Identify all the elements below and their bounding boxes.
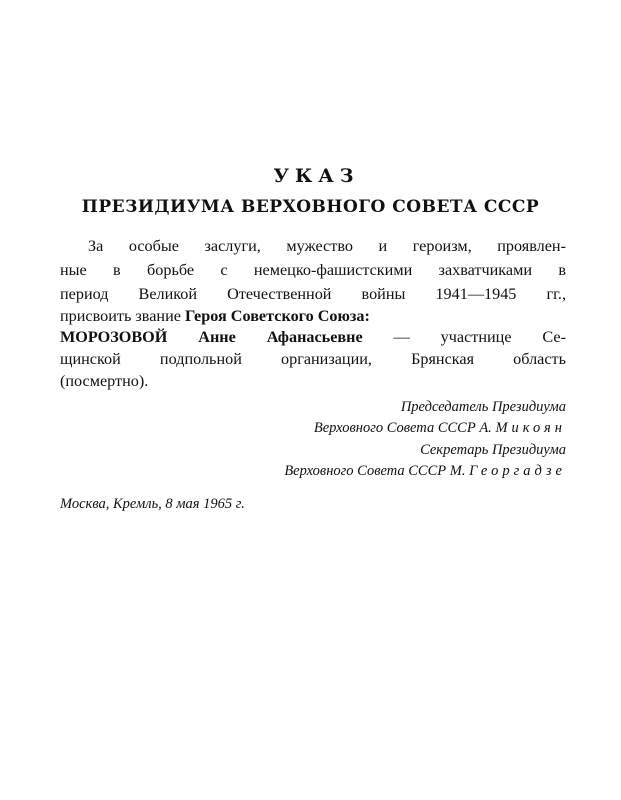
chairman-name: Микоян bbox=[495, 420, 566, 436]
chairman-org: Верховного Совета СССР А. bbox=[313, 420, 496, 436]
body-line-3: период Великой Отечественной войны 1941—1945 гг., bbox=[60, 285, 566, 303]
recipient-role: — участнице Се- bbox=[362, 328, 566, 346]
secretary-org: Верховного Совета СССР М. bbox=[284, 463, 470, 479]
secretary-name: Георгадзе bbox=[469, 463, 566, 479]
body-line-2: ные в борьбе с немецко-фашистскими захватчиками в bbox=[60, 261, 566, 279]
body-line-6: щинской подпольной организации, Брянская область bbox=[60, 350, 566, 368]
award-title: Героя Советского Союза: bbox=[184, 307, 370, 325]
body-line-1: За особые заслуги, мужество и героизм, проявлен- bbox=[88, 237, 566, 255]
body-line-4 bbox=[60, 306, 566, 326]
secretary-signature bbox=[284, 461, 566, 481]
award-prefix: присвоить звание bbox=[60, 307, 185, 325]
body-line-5 bbox=[60, 327, 566, 347]
decree-subtitle: ПРЕЗИДИУМА ВЕРХОВНОГО СОВЕТА СССР bbox=[81, 197, 540, 217]
decree-title: УКАЗ bbox=[273, 165, 360, 187]
place-and-date: Москва, Кремль, 8 мая 1965 г. bbox=[60, 496, 245, 512]
chairman-title: Председатель Президиума bbox=[400, 399, 566, 415]
secretary-title: Секретарь Президиума bbox=[420, 442, 566, 458]
body-line-7: (посмертно). bbox=[60, 372, 149, 390]
chairman-signature bbox=[314, 418, 566, 438]
recipient-name: МОРОЗОВОЙ Анне Афанасьевне bbox=[60, 328, 363, 346]
